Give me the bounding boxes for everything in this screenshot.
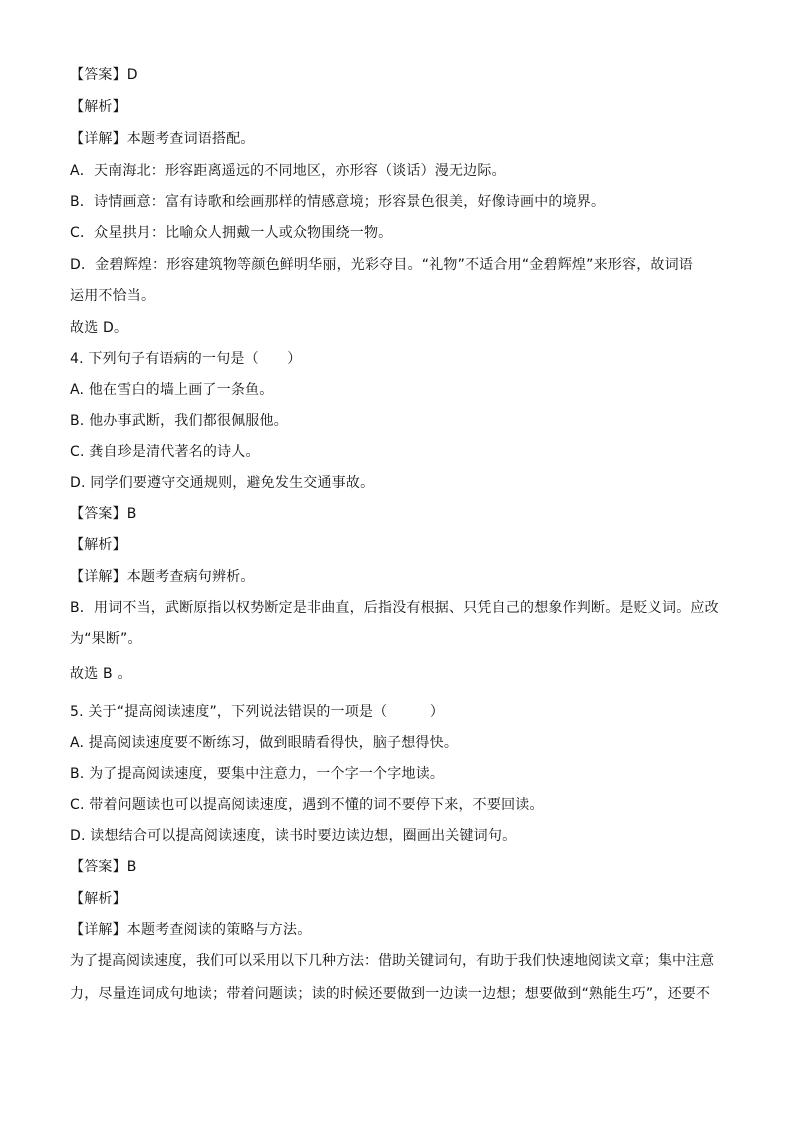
question-5-option-b: B. 为了提高阅读速度，要集中注意力，一个字一个字地读。 [70, 766, 445, 782]
explanation-b-3: B．诗情画意：富有诗歌和绘画那样的情感意境；形容景色很美，好像诗画中的境界。 [70, 194, 606, 210]
detail-label-4: 【详解】本题考查病句辨析。 [70, 569, 255, 585]
answer-label-4: 【答案】B [70, 506, 137, 522]
explanation-c-3: C．众星拱月：比喻众人拥戴一人或众物围绕一物。 [70, 225, 393, 241]
explanation-a-3: A．天南海北：形容距离遥远的不同地区，亦形容（谈话）漫无边际。 [70, 163, 506, 179]
question-4-option-c: C. 龚自珍是清代著名的诗人。 [70, 444, 260, 460]
detail-label-3: 【详解】本题考查词语搭配。 [70, 131, 255, 147]
explanation-5-line1: 为了提高阅读速度，我们可以采用以下几种方法：借助关键词句，有助于我们快速地阅读文章；集中注意 [70, 953, 714, 969]
analysis-label-3: 【解析】 [70, 99, 127, 115]
question-5-option-d: D. 读想结合可以提高阅读速度，读书时要边读边想，圈画出关键词句。 [70, 828, 517, 844]
conclusion-4: 故选 B 。 [70, 666, 132, 682]
question-4-option-d: D. 同学们要遵守交通规则，避免发生交通事故。 [70, 475, 375, 491]
question-4-option-a: A. 他在雪白的墙上画了一条鱼。 [70, 382, 274, 398]
question-5-stem: 5. 关于“提高阅读速度”，下列说法错误的一项是（ ） [70, 704, 445, 720]
detail-label-5: 【详解】本题考查阅读的策略与方法。 [70, 922, 312, 938]
explanation-5-line2: 力，尽量连词成句地读；带着问题读；读的时候还要做到一边读一边想；想要做到“熟能生巧”，还要不 [70, 986, 710, 1002]
question-5-option-c: C. 带着问题读也可以提高阅读速度，遇到不懂的词不要停下来，不要回读。 [70, 797, 544, 813]
explanation-d-3-line1: D．金碧辉煌：形容建筑物等颜色鲜明华丽，光彩夺目。“礼物”不适合用“金碧辉煌”来形容，故词语 [70, 257, 693, 273]
analysis-label-4: 【解析】 [70, 537, 127, 553]
answer-label-5: 【答案】B [70, 859, 137, 875]
explanation-b-4-line1: B．用词不当，武断原指以权势断定是非曲直，后指没有根据、只凭自己的想象作判断。是贬义词。应改 [70, 600, 719, 616]
explanation-d-3-line2: 运用不恰当。 [70, 288, 156, 304]
explanation-b-4-line2: 为“果断”。 [70, 631, 142, 647]
question-4-stem: 4. 下列句子有语病的一句是（ ） [70, 351, 302, 367]
conclusion-3: 故选 D。 [70, 320, 129, 336]
analysis-label-5: 【解析】 [70, 891, 127, 907]
question-4-option-b: B. 他办事武断，我们都很佩服他。 [70, 413, 288, 429]
answer-label-3: 【答案】D [70, 67, 138, 83]
question-5-option-a: A. 提高阅读速度要不断练习，做到眼睛看得快，脑子想得快。 [70, 735, 459, 751]
